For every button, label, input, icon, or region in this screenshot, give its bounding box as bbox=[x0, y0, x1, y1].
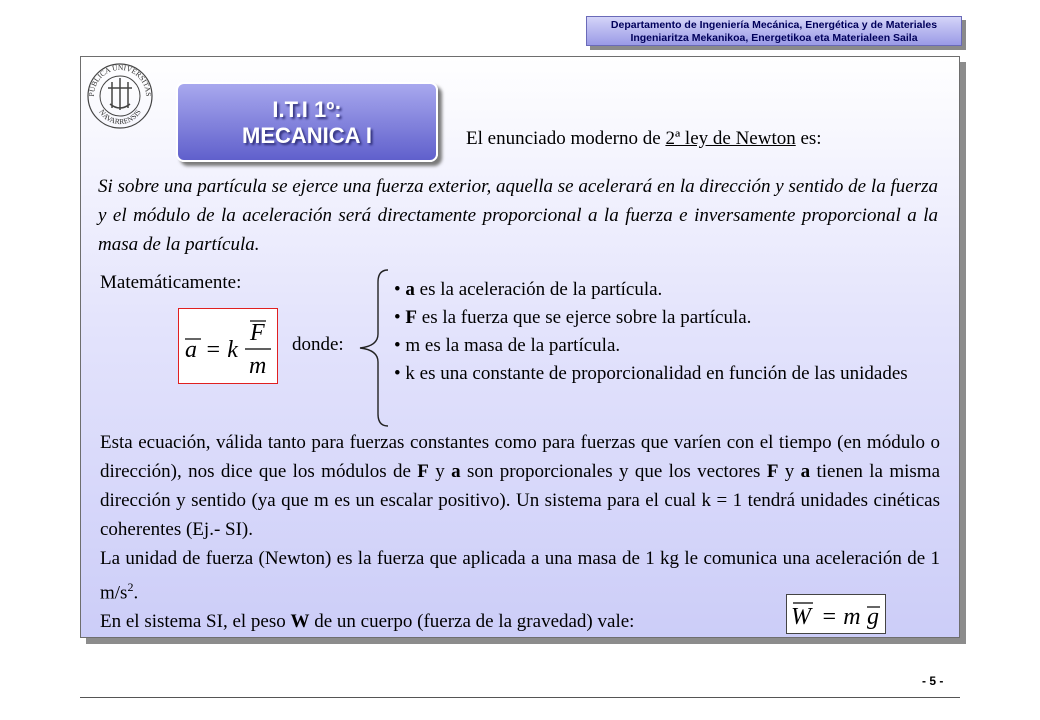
bullet-symbol-f: F bbox=[405, 307, 418, 328]
course-code: I.T.I 1º: bbox=[272, 97, 342, 122]
bold-symbol: F bbox=[766, 461, 779, 482]
course-badge bbox=[176, 82, 438, 162]
text-run: y bbox=[778, 461, 801, 482]
paragraph-equation-meaning bbox=[100, 428, 940, 544]
law-statement: Si sobre una partícula se ejerce una fuerza exterior, aquella se acelerará en la dirección y sentido de la fuerza y el módulo de la aceleración será directamente proporcional a la fuerza e inversamente proporcional a la masa de la partícula. bbox=[98, 176, 938, 255]
text-run: son proporcionales y que los vectores bbox=[460, 461, 767, 482]
formula-eq: = k bbox=[205, 337, 238, 363]
bold-symbol: W bbox=[290, 611, 310, 633]
university-seal-icon bbox=[86, 62, 154, 130]
list-item: • a es la aceleración de la partícula. bbox=[394, 279, 663, 300]
list-item: • F es la fuerza que se ejerce sobre la partícula. bbox=[394, 307, 752, 328]
intro-line bbox=[466, 128, 822, 150]
weight-formula-box bbox=[786, 594, 886, 634]
newton-law-link[interactable]: 2ª ley de Newton bbox=[665, 128, 796, 149]
department-name-es: Departamento de Ingeniería Mecánica, Energética y de Materiales bbox=[610, 19, 938, 31]
variable-list bbox=[394, 276, 930, 388]
text-run: Esta ecuación, válida tanto para fuerzas constantes como para fuerzas que varíen con el tiempo (en módulo o dirección), nos dice que los módulos de bbox=[100, 432, 940, 482]
footer-rule bbox=[80, 697, 960, 698]
list-item: • m es la masa de la partícula. bbox=[394, 335, 621, 356]
text-run: . bbox=[133, 582, 139, 604]
department-name-eu: Ingeniaritza Mekanikoa, Energetikoa eta Materialeen Saila bbox=[630, 32, 918, 44]
math-label: Matemáticamente: bbox=[100, 272, 242, 293]
text-run: de un cuerpo (fuerza de la gravedad) vale: bbox=[309, 611, 635, 633]
text-run: y bbox=[428, 461, 452, 482]
seal-text-bottom: NAVARRENSIS bbox=[97, 107, 143, 127]
superscript: 2 bbox=[127, 580, 134, 594]
bullet-text: es la fuerza que se ejerce sobre la partícula. bbox=[417, 307, 752, 328]
text-run: La unidad de fuerza (Newton) es la fuerza que aplicada a una masa de 1 kg le comunica una aceleración de 1 m/s bbox=[100, 548, 940, 604]
department-header bbox=[586, 16, 962, 46]
weight-g: g bbox=[867, 604, 879, 630]
newton-formula bbox=[179, 309, 276, 382]
bullet-text: m es la masa de la partícula. bbox=[405, 335, 621, 356]
formula-denominator: m bbox=[249, 353, 267, 379]
bullet-text: es la aceleración de la partícula. bbox=[414, 279, 663, 300]
list-item: • k es una constante de proporcionalidad en función de las unidades bbox=[394, 363, 908, 384]
course-name: MECANICA I bbox=[242, 123, 372, 148]
weight-formula bbox=[787, 595, 884, 632]
seal-text-top: PUBLICA UNIVERSITAS bbox=[86, 62, 154, 97]
newton-formula-box bbox=[178, 308, 278, 384]
text-run: tienen la misma dirección y sentido (ya que m es un escalar positivo). Un sistema para el cual k = 1 tendrá unidades cinéticas coherentes (Ej.- SI). bbox=[100, 461, 941, 540]
bullet-text: k es una constante de proporcionalidad en función de las unidades bbox=[405, 363, 908, 384]
bold-symbol: a bbox=[451, 461, 461, 482]
intro-text-end: es: bbox=[795, 128, 822, 149]
weight-eq: = m bbox=[821, 604, 861, 630]
page-number: - 5 - bbox=[922, 674, 944, 688]
bold-symbol: a bbox=[800, 461, 811, 482]
intro-text: El enunciado moderno de bbox=[466, 128, 666, 149]
formula-numerator: F bbox=[250, 320, 265, 346]
donde-label: donde: bbox=[292, 334, 344, 355]
curly-brace-icon bbox=[354, 268, 394, 428]
bold-symbol: F bbox=[417, 461, 429, 482]
formula-lhs: a bbox=[185, 337, 197, 363]
text-run: En el sistema SI, el peso bbox=[100, 611, 291, 633]
bullet-symbol-a: a bbox=[405, 279, 415, 300]
weight-lhs: W bbox=[791, 604, 811, 630]
